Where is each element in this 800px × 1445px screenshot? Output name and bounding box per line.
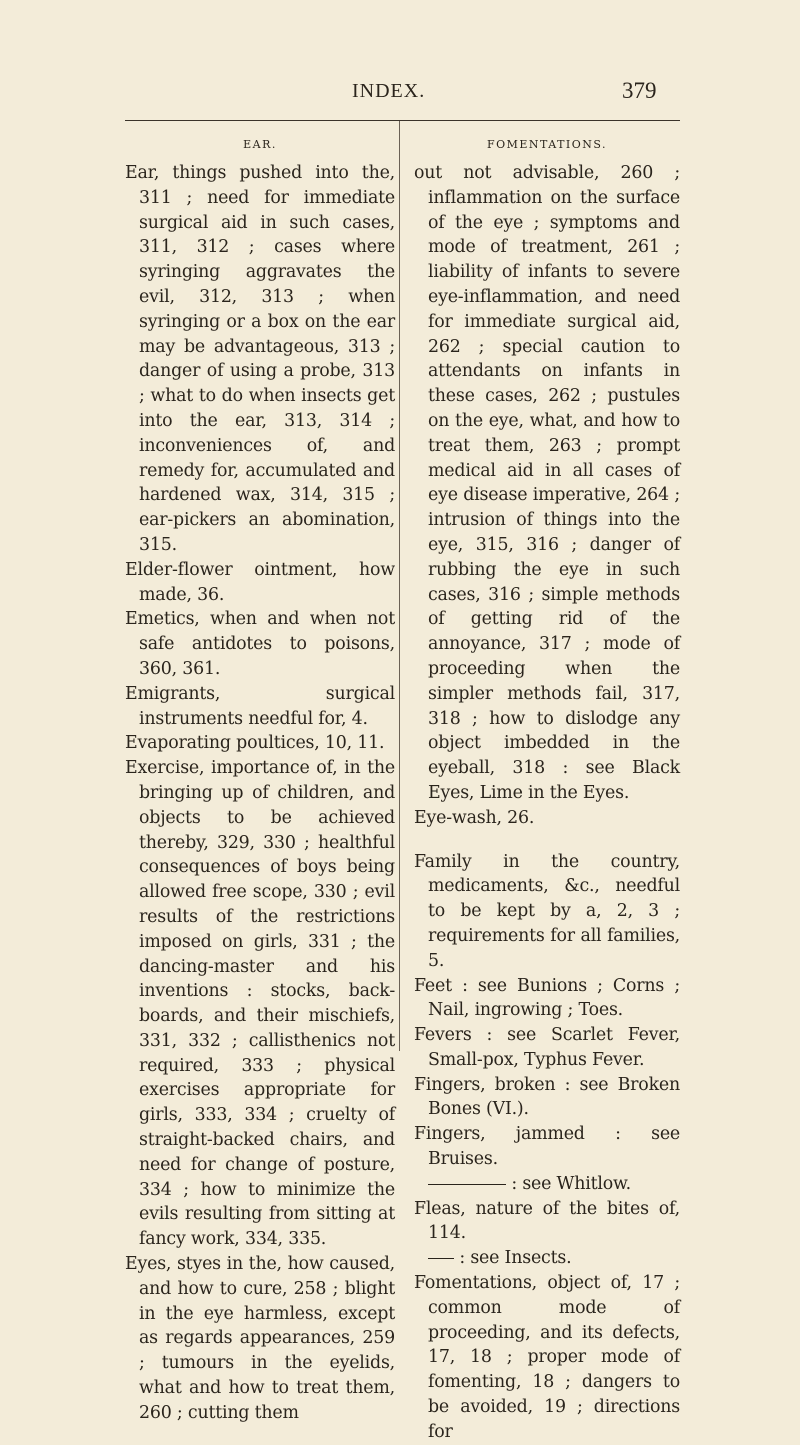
left-column <box>125 138 395 1426</box>
right-column-heading: FOMENTATIONS. <box>486 138 608 151</box>
index-entry-emetics: Emetics, when and when not safe antidotes to poisons, 360, 361. <box>125 609 395 679</box>
index-entry-eye-wash: Eye-wash, 26. <box>414 807 535 828</box>
column-divider <box>399 121 400 1051</box>
index-entry-fingers-whitlow-text: : see Whitlow. <box>511 1173 631 1194</box>
index-entry-fomentations: Fomentations, object of, 17 ; common mode of proceeding, and its defects, 17, 18 ; proper mode of fomenting, 18 ; dangers to be avoided, 19 ; directions for <box>414 1273 680 1442</box>
index-entry-fingers-broken: Fingers, broken : see Broken Bones (VI.). <box>414 1074 680 1120</box>
right-column <box>414 138 680 1445</box>
page-number: 379 <box>622 78 657 103</box>
index-entry-family: Family in the country, medicaments, &c., needful to be kept by a, 2, 3 ; requirements for all families, 5. <box>414 851 680 971</box>
index-entry-eyes: Eyes, styes in the, how caused, and how to cure, 258 ; blight in the eye harmless, except as regards appearances, 259 ; tumours in the eyelids, what and how to treat them, 260 ; cutting them <box>125 1254 395 1423</box>
left-column-heading: EAR. <box>243 138 277 151</box>
index-entry-fingers-whitlow <box>414 1172 680 1197</box>
index-entry-exercise: Exercise, importance of, in the bringing up of children, and objects to be achieved thereby, 329, 330 ; healthful consequences of boys being allowed free scope, 330 ; evil results of the restrictions imposed on girls, 331 ; the dancing-master and his inventions : stocks, back-boards, and their mischiefs, 331, 332 ; callisthenics not required, 333 ; physical exercises appropriate for girls, 333, 334 ; cruelty of straight-backed chairs, and need for change of posture, 334 ; how to minimize the evils resulting from sitting at fancy work, 334, 335. <box>125 758 395 1250</box>
letter-gap <box>414 831 680 850</box>
running-title: INDEX. <box>352 80 426 102</box>
ditto-dash <box>428 1184 506 1185</box>
index-entry-emigrants: Emigrants, surgical instruments needful for, 4. <box>125 683 395 729</box>
index-entry-evaporating-poultices: Evaporating poultices, 10, 11. <box>125 733 385 754</box>
index-entry-eyes-continued: out not advisable, 260 ; inflammation on the surface of the eye ; symptoms and mode of treatment, 261 ; liability of infants to severe eye-inflammation, and need for immediate surgical aid, 262 ; special caution to attendants on infants in these cases, 262 ; pustules on the eye, what, and how to treat them, 263 ; prompt medical aid in all cases of eye disease imperative, 264 ; intrusion of things into the eye, 315, 316 ; danger of rubbing the eye in such cases, 316 ; simple methods of getting rid of the annoyance, 317 ; mode of proceeding when the simpler methods fail, 317, 318 ; how to dislodge any object imbedded in the eyeball, 318 : see Black Eyes, Lime in the Eyes. <box>414 163 680 803</box>
index-entry-fingers-jammed: Fingers, jammed : see Bruises. <box>414 1124 680 1170</box>
page-header <box>0 80 800 110</box>
index-entry-fevers: Fevers : see Scarlet Fever, Small-pox, Typhus Fever. <box>414 1025 680 1070</box>
index-entry-fleas-insects-text: : see Insects. <box>459 1248 572 1269</box>
ditto-dash <box>428 1258 454 1259</box>
index-entry-elder-flower: Elder-flower ointment, how made, 36. <box>125 559 395 605</box>
header-rule <box>125 120 680 121</box>
index-entry-fleas-insects <box>414 1246 680 1271</box>
index-entry-fleas: Fleas, nature of the bites of, 114. <box>414 1198 680 1244</box>
index-entry-feet: Feet : see Bunions ; Corns ; Nail, ingrowing ; Toes. <box>414 975 680 1021</box>
index-entry-ear: Ear, things pushed into the, 311 ; need for immediate surgical aid in such cases, 311, 312 ; cases where syringing aggravates the evil, 312, 313 ; when syringing or a box on the ear may be advantageous, 313 ; danger of using a probe, 313 ; what to do when insects get into the ear, 313, 314 ; inconveniences of, and remedy for, accumulated and hardened wax, 314, 315 ; ear-pickers an abomination, 315. <box>125 163 395 555</box>
